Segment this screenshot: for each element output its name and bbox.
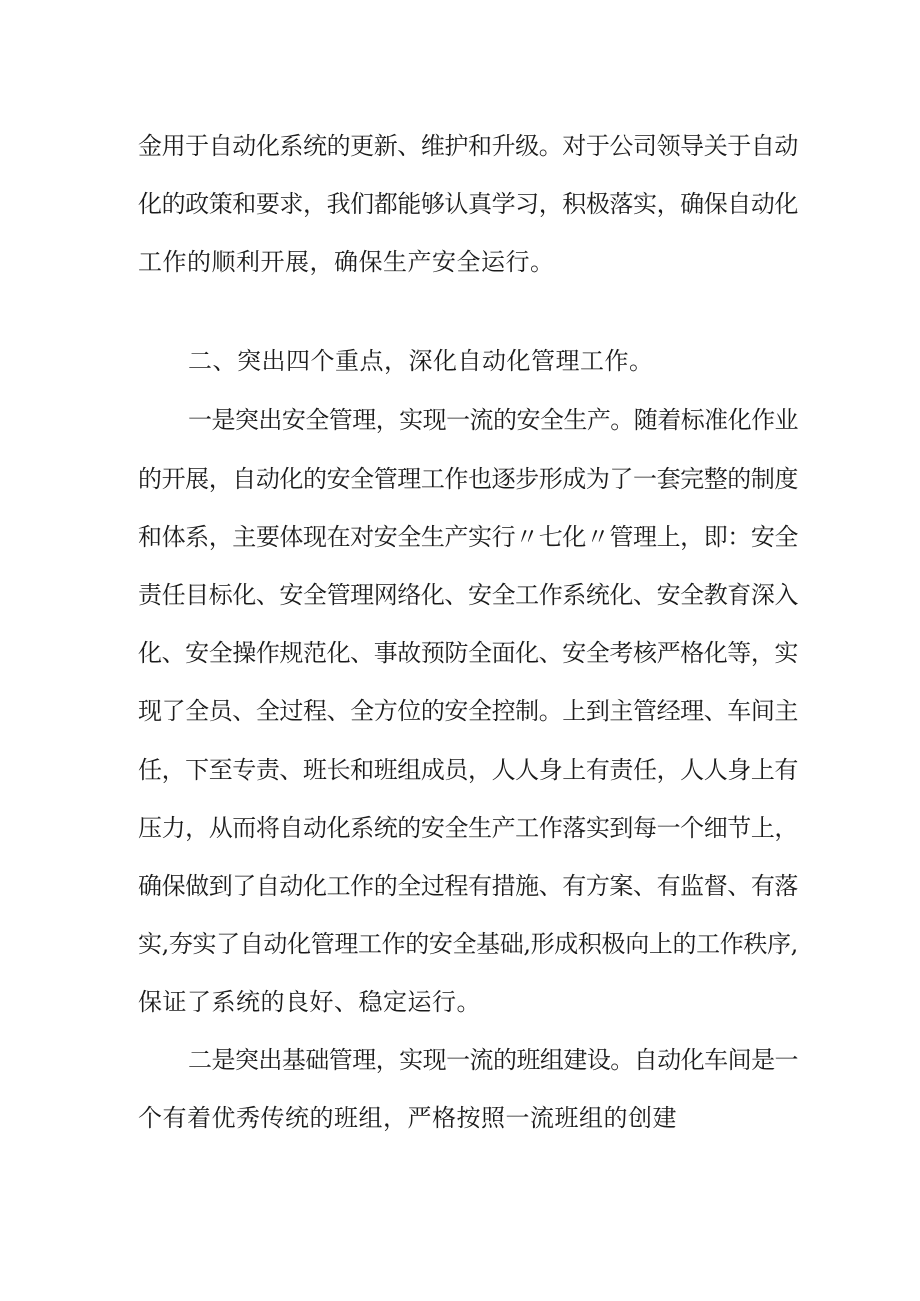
paragraph-line: 确保做到了自动化工作的全过程有措施、有方案、有监督、有落 — [138, 872, 798, 900]
paragraph-line: 工作的顺利开展，确保生产安全运行。 — [138, 248, 555, 276]
paragraph-line: 的开展，自动化的安全管理工作也逐步形成为了一套完整的制度 — [138, 465, 798, 493]
paragraph-line: 实,夯实了自动化管理工作的安全基础,形成积极向上的工作秩序, — [138, 930, 798, 958]
paragraph-line: 一是突出安全管理，实现一流的安全生产。随着标准化作业 — [188, 406, 798, 434]
paragraph-line: 二是突出基础管理，实现一流的班组建设。自动化车间是一 — [188, 1046, 798, 1074]
paragraph-line: 任，下至专责、班长和班组成员，人人身上有责任，人人身上有 — [138, 756, 798, 784]
paragraph-line: 个有着优秀传统的班组，严格按照一流班组的创建 — [138, 1104, 677, 1132]
paragraph-line: 责任目标化、安全管理网络化、安全工作系统化、安全教育深入 — [138, 581, 798, 609]
section-heading: 二、突出四个重点，深化自动化管理工作。 — [188, 347, 654, 375]
paragraph-line: 化的政策和要求，我们都能够认真学习，积极落实，确保自动化 — [138, 190, 798, 218]
paragraph-line: 现了全员、全过程、全方位的安全控制。上到主管经理、车间主 — [138, 697, 798, 725]
paragraph-line: 保证了系统的良好、稳定运行。 — [138, 988, 481, 1016]
paragraph-line: 和体系，主要体现在对安全生产实行〃七化〃管理上，即：安全 — [138, 523, 798, 551]
paragraph-line: 化、安全操作规范化、事故预防全面化、安全考核严格化等，实 — [138, 639, 798, 667]
paragraph-line: 金用于自动化系统的更新、维护和升级。对于公司领导关于自动 — [138, 132, 798, 160]
paragraph-line: 压力，从而将自动化系统的安全生产工作落实到每一个细节上， — [138, 814, 798, 842]
